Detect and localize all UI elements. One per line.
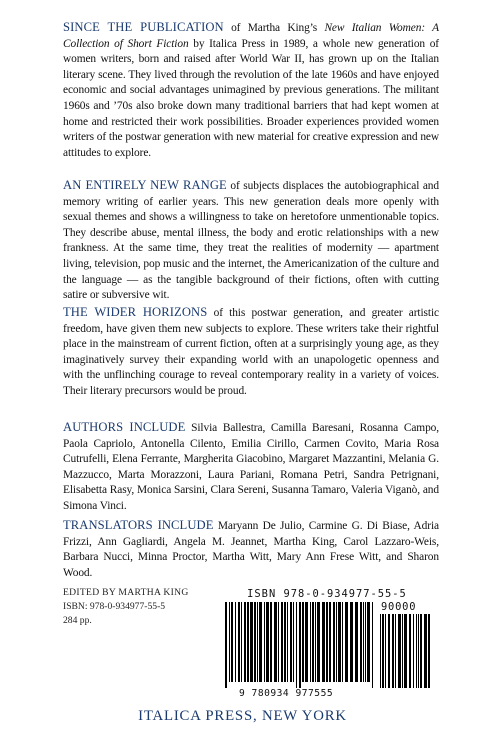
barcode-bar (372, 602, 373, 688)
barcode-bars (223, 602, 431, 688)
isbn-barcode (223, 588, 431, 700)
barcode-bar (278, 602, 279, 682)
barcode-bar (329, 602, 331, 682)
barcode-addon-bar (404, 614, 407, 688)
paragraph-text: by Italica Press in 1989, a whole new generation of women writers, born and raised after World War II, has grown up on the Italian literary scene. They lived through the revolution of the late 1960s and have enjoyed economic and social advantages unimagined by previous generations. The militant 1960s and ’70s also broke down many traditional barriers that had kept women at home and restricted their work possibilities. Broader experiences provided women writers of the postwar generation with new material for creative expression and new attitudes to explore. (63, 37, 439, 159)
barcode-bar (284, 602, 286, 682)
translator-list: Maryann De Julio, Carmine G. Di Biase, Adria Frizzi, Ann Gagliardi, Angela M. Jeannet, Martha King, Carol Lazzaro-Weis, Barbara Nucci, Minna Proctor, Martha Witt, Mary Ann Frese Witt, and Sharon Wood. (63, 520, 439, 579)
barcode-bar (241, 602, 242, 682)
book-title-reference: New Italian Women: A Collection of Short Fiction (63, 22, 439, 50)
barcode-bar (367, 602, 370, 682)
barcode-bar (350, 602, 353, 682)
barcode-bar (264, 602, 265, 682)
barcode-bar (326, 602, 328, 682)
barcode-addon-bar (409, 614, 411, 688)
barcode-addon-bar (385, 614, 386, 688)
barcode-bar (287, 602, 288, 682)
barcode-bar (360, 602, 362, 682)
barcode-bar (231, 602, 233, 682)
barcode-bar (247, 602, 249, 682)
lead-in-authors: AUTHORS INCLUDE (63, 420, 186, 434)
barcode-bar (302, 602, 304, 682)
barcode-bar (310, 602, 311, 682)
barcode-bar (338, 602, 341, 682)
barcode-bar (322, 602, 325, 682)
barcode-bar (293, 602, 294, 682)
barcode-addon-bar (395, 614, 396, 688)
barcode-bar (250, 602, 253, 682)
isbn-line: ISBN: 978-0-934977-55-5 (63, 601, 166, 612)
barcode-bar (345, 602, 348, 682)
barcode-bar (342, 602, 343, 682)
barcode-bar (235, 602, 236, 682)
barcode-bar (336, 602, 337, 682)
barcode-addon-bar (428, 614, 430, 688)
barcode-bar (333, 602, 335, 682)
barcode-bar (355, 602, 358, 682)
barcode-bar (270, 602, 272, 682)
barcode-addon-bar (413, 614, 414, 688)
barcode-addon-bar (392, 614, 394, 688)
barcode-addon-bar (402, 614, 403, 688)
barcode-bar (266, 602, 269, 682)
barcode-addon-bar (388, 614, 390, 688)
lead-in-since-the-publication: SINCE THE PUBLICATION (63, 20, 224, 34)
barcode-addon-bar (416, 614, 417, 688)
barcode-bar (315, 602, 316, 682)
barcode-bar (274, 602, 277, 682)
author-list: Silvia Ballestra, Camilla Baresani, Rosanna Campo, Paola Capriolo, Antonella Cilento, Emilia Cirillo, Carmen Covito, Maria Rosa Cutrufelli, Elena Ferrante, Margherita Giacobino, Margaret Mazzantini, Melania G. Mazzucco, Marta Morazzoni, Laura Pariani, Romana Petri, Sandra Petrignani, Elisabetta Rasy, Monica Sarsini, Clara Sereni, Susanna Tamaro, Valeria Viganò, and Simona Vinci. (63, 422, 440, 512)
barcode-bar (290, 602, 292, 682)
paragraph-wider-horizons (63, 305, 439, 400)
barcode-bar (363, 602, 364, 682)
barcode-bar (225, 602, 227, 688)
barcode-bar (257, 602, 258, 682)
barcode-bar (312, 602, 314, 682)
barcode-bar (238, 602, 240, 682)
barcode-bar (254, 602, 256, 682)
paragraph-text: of subjects displaces the autobiographical and memory writing of earlier years. This new generation deals more openly with sexual themes and shows a willingness to take on heretofore unmentionable topics. They describe abuse, mental illness, the body and erotic relationships with a new frankness. At the same time, they treat the realities of modernity — apartment living, television, pop music and the internet, the Americanization of the culture and the language — as the tangible background of their fictions, often with cutting satire or subversive wit. (63, 180, 439, 302)
paragraph-new-range (63, 178, 439, 304)
publisher-imprint: ITALICA PRESS, NEW YORK (138, 708, 347, 724)
paragraph-text: of this postwar generation, and greater artistic freedom, have given them new subjects to explore. These writers take their rightful place in the mainstream of current fiction, often at a surprisingly young age, as they imaginatively survey their expanding world with an unapologetic openness and with the unflinching courage to reveal contemporary reality in a variety of voices. Their literary precursors would be proud. (63, 307, 439, 397)
barcode-bar (299, 602, 301, 688)
page-count: 284 pp. (63, 615, 92, 626)
barcode-bar (296, 602, 297, 688)
book-credits (63, 586, 189, 628)
barcode-bar (281, 602, 283, 682)
barcode-addon-bar (418, 614, 419, 688)
barcode-isbn-label: ISBN 978-0-934977-55-5 (247, 588, 407, 600)
lead-in-wider-horizons: THE WIDER HORIZONS (63, 305, 208, 319)
barcode-addon-bar (420, 614, 422, 688)
barcode-addon-bar (398, 614, 401, 688)
barcode-bar (259, 602, 262, 682)
paragraph-text: of Martha King’s (223, 22, 325, 34)
barcode-bar (244, 602, 246, 682)
barcode-bar (229, 602, 230, 682)
barcode-bar (365, 602, 366, 682)
barcode-addon-digits: 90000 (381, 601, 417, 613)
barcode-addon-bar (424, 614, 427, 688)
lead-in-translators: TRANSLATORS INCLUDE (63, 518, 214, 532)
lead-in-new-range: AN ENTIRELY NEW RANGE (63, 178, 227, 192)
barcode-addon-bar (380, 614, 381, 688)
editor-credit: EDITED BY MARTHA KING (63, 587, 189, 598)
barcode-digits: 9 780934 977555 (239, 688, 334, 699)
barcode-addon-bar (382, 614, 384, 688)
paragraph-authors (63, 420, 439, 515)
barcode-bar (305, 602, 308, 682)
paragraph-publication-history (63, 20, 439, 161)
barcode-bar (317, 602, 320, 682)
paragraph-translators (63, 518, 439, 581)
